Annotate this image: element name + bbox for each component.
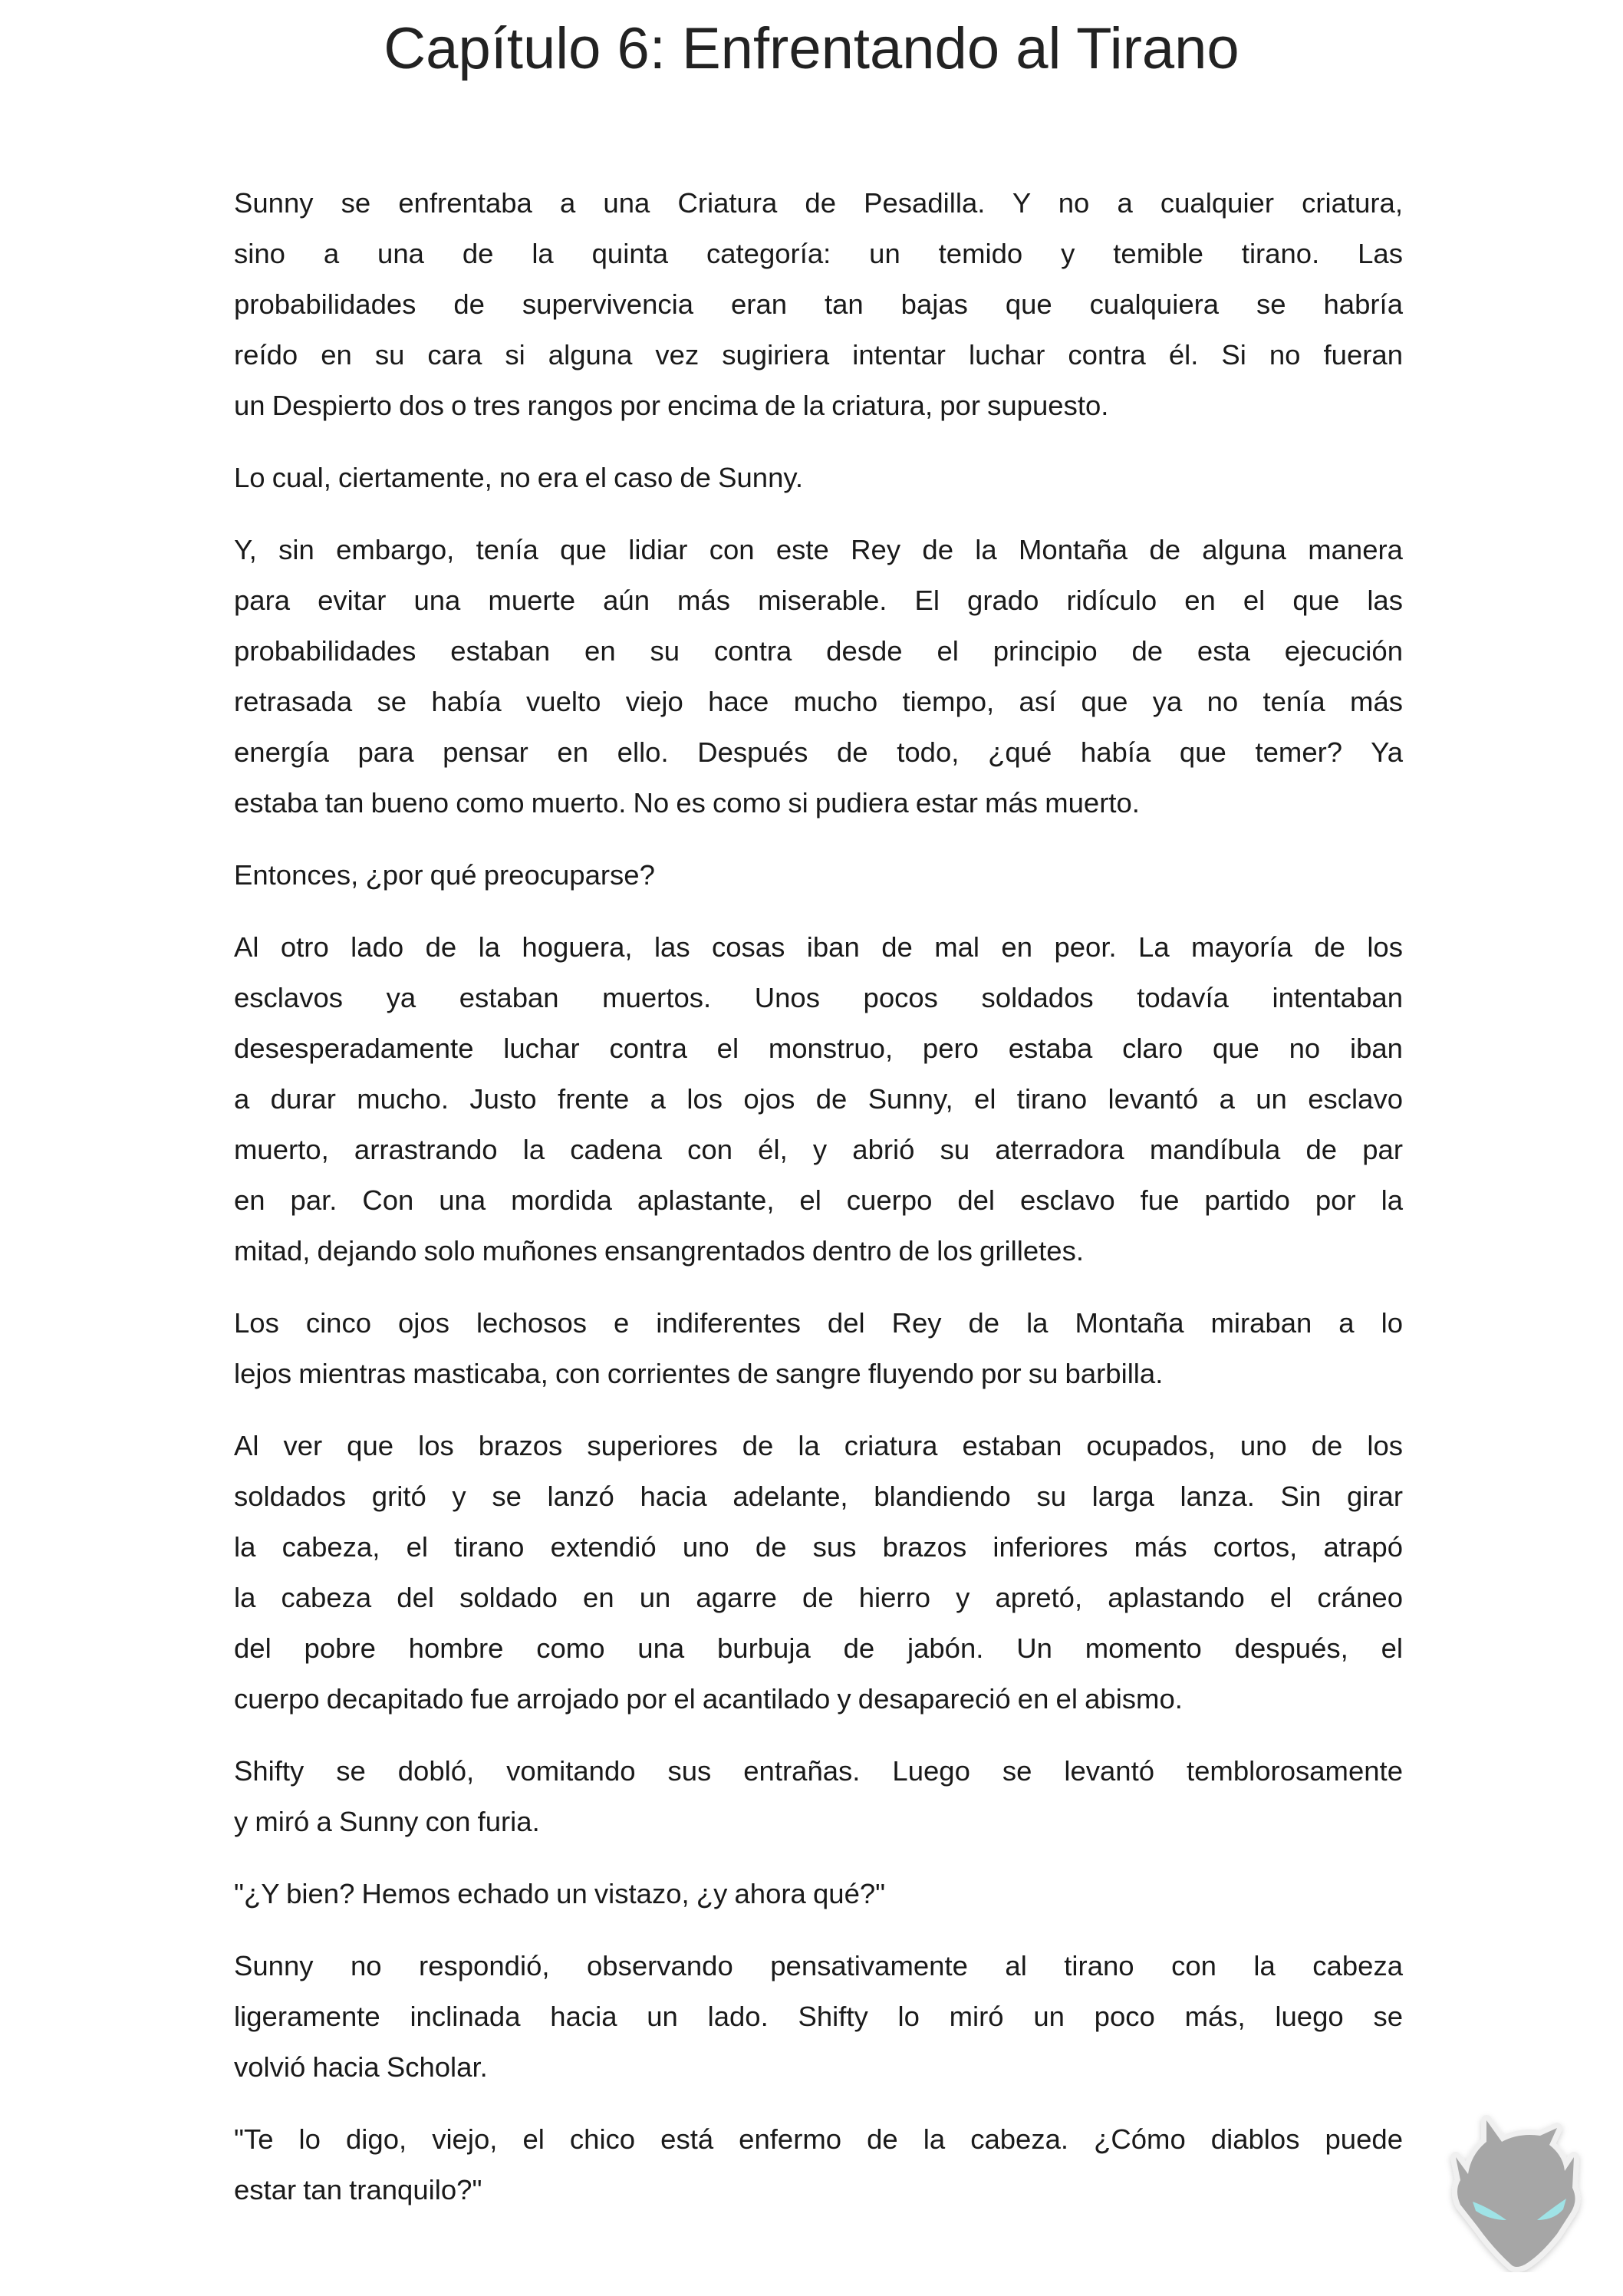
paragraph-line: Al ver que los brazos superiores de la criatura estaban ocupados, uno de los xyxy=(234,1430,1403,1461)
paragraph-line: probabilidades estaban en su contra desde el principio de esta ejecución xyxy=(234,635,1403,667)
paragraph-line: Lo cual, ciertamente, no era el caso de Sunny. xyxy=(234,462,804,493)
paragraph-line: Y, sin embargo, tenía que lidiar con este Rey de la Montaña de alguna manera xyxy=(234,534,1403,565)
paragraph-line: "¿Y bien? Hemos echado un vistazo, ¿y ahora qué?" xyxy=(234,1878,886,1909)
paragraph xyxy=(234,1746,1403,1847)
paragraph-line: estaba tan bueno como muerto. No es como si pudiera estar más muerto. xyxy=(234,787,1140,819)
demon-head-icon xyxy=(1442,2111,1588,2272)
paragraph xyxy=(234,525,1403,828)
paragraph-line: Sunny se enfrentaba a una Criatura de Pesadilla. Y no a cualquier criatura, xyxy=(234,187,1403,219)
paragraph-line: energía para pensar en ello. Después de todo, ¿qué había que temer? Ya xyxy=(234,736,1403,768)
paragraph-line: Shifty se dobló, vomitando sus entrañas. Luego se levantó temblorosamente xyxy=(234,1755,1403,1787)
paragraph-line: soldados gritó y se lanzó hacia adelante, blandiendo su larga lanza. Sin girar xyxy=(234,1481,1403,1512)
paragraph-line: para evitar una muerte aún más miserable. El grado ridículo en el que las xyxy=(234,585,1403,616)
paragraph-line: muerto, arrastrando la cadena con él, y abrió su aterradora mandíbula de par xyxy=(234,1134,1403,1165)
paragraph-line: un Despierto dos o tres rangos por encima de la criatura, por supuesto. xyxy=(234,390,1109,421)
paragraph xyxy=(234,922,1403,1276)
paragraph xyxy=(234,850,1403,901)
paragraph-line: del pobre hombre como una burbuja de jabón. Un momento después, el xyxy=(234,1632,1403,1664)
paragraph xyxy=(234,1421,1403,1724)
chapter-title: Capítulo 6: Enfrentando al Tirano xyxy=(384,16,1239,81)
paragraph-line: probabilidades de supervivencia eran tan bajas que cualquiera se habría xyxy=(234,288,1403,320)
paragraph-line: mitad, dejando solo muñones ensangrentados dentro de los grilletes. xyxy=(234,1235,1084,1267)
paragraph-line: a durar mucho. Justo frente a los ojos de Sunny, el tirano levantó a un esclavo xyxy=(234,1083,1403,1115)
paragraph xyxy=(234,1941,1403,2093)
paragraph-line: Entonces, ¿por qué preocuparse? xyxy=(234,859,655,891)
paragraph-line: sino a una de la quinta categoría: un temido y temible tirano. Las xyxy=(234,238,1403,269)
paragraph-line: volvió hacia Scholar. xyxy=(234,2051,488,2083)
paragraph xyxy=(234,2114,1403,2215)
paragraph-line: "Te lo digo, viejo, el chico está enfermo de la cabeza. ¿Cómo diablos puede xyxy=(234,2123,1403,2155)
paragraph-line: la cabeza del soldado en un agarre de hierro y apretó, aplastando el cráneo xyxy=(234,1582,1403,1613)
paragraph-line: cuerpo decapitado fue arrojado por el acantilado y desapareció en el abismo. xyxy=(234,1683,1183,1715)
paragraph-line: reído en su cara si alguna vez sugiriera intentar luchar contra él. Si no fueran xyxy=(234,339,1403,371)
paragraph xyxy=(234,178,1403,431)
paragraph-line: Al otro lado de la hoguera, las cosas iban de mal en peor. La mayoría de los xyxy=(234,931,1403,963)
paragraph-line: la cabeza, el tirano extendió uno de sus brazos inferiores más cortos, atrapó xyxy=(234,1531,1403,1563)
paragraph xyxy=(234,453,1403,503)
paragraph-line: estar tan tranquilo?" xyxy=(234,2174,482,2205)
paragraph-line: retrasada se había vuelto viejo hace mucho tiempo, así que ya no tenía más xyxy=(234,686,1403,717)
paragraph-line: Sunny no respondió, observando pensativamente al tirano con la cabeza xyxy=(234,1950,1403,1981)
paragraph-line: lejos mientras masticaba, con corrientes de sangre fluyendo por su barbilla. xyxy=(234,1358,1164,1389)
paragraph xyxy=(234,1298,1403,1399)
paragraph-line: y miró a Sunny con furia. xyxy=(234,1806,540,1837)
paragraph-line: desesperadamente luchar contra el monstruo, pero estaba claro que no iban xyxy=(234,1033,1403,1064)
paragraph-line: Los cinco ojos lechosos e indiferentes del Rey de la Montaña miraban a lo xyxy=(234,1307,1403,1339)
paragraph-line: esclavos ya estaban muertos. Unos pocos soldados todavía intentaban xyxy=(234,982,1403,1013)
paragraph-line: en par. Con una mordida aplastante, el cuerpo del esclavo fue partido por la xyxy=(234,1184,1403,1216)
paragraph xyxy=(234,1869,1403,1919)
chapter-body xyxy=(234,178,1403,2237)
paragraph-line: ligeramente inclinada hacia un lado. Shifty lo miró un poco más, luego se xyxy=(234,2001,1403,2032)
